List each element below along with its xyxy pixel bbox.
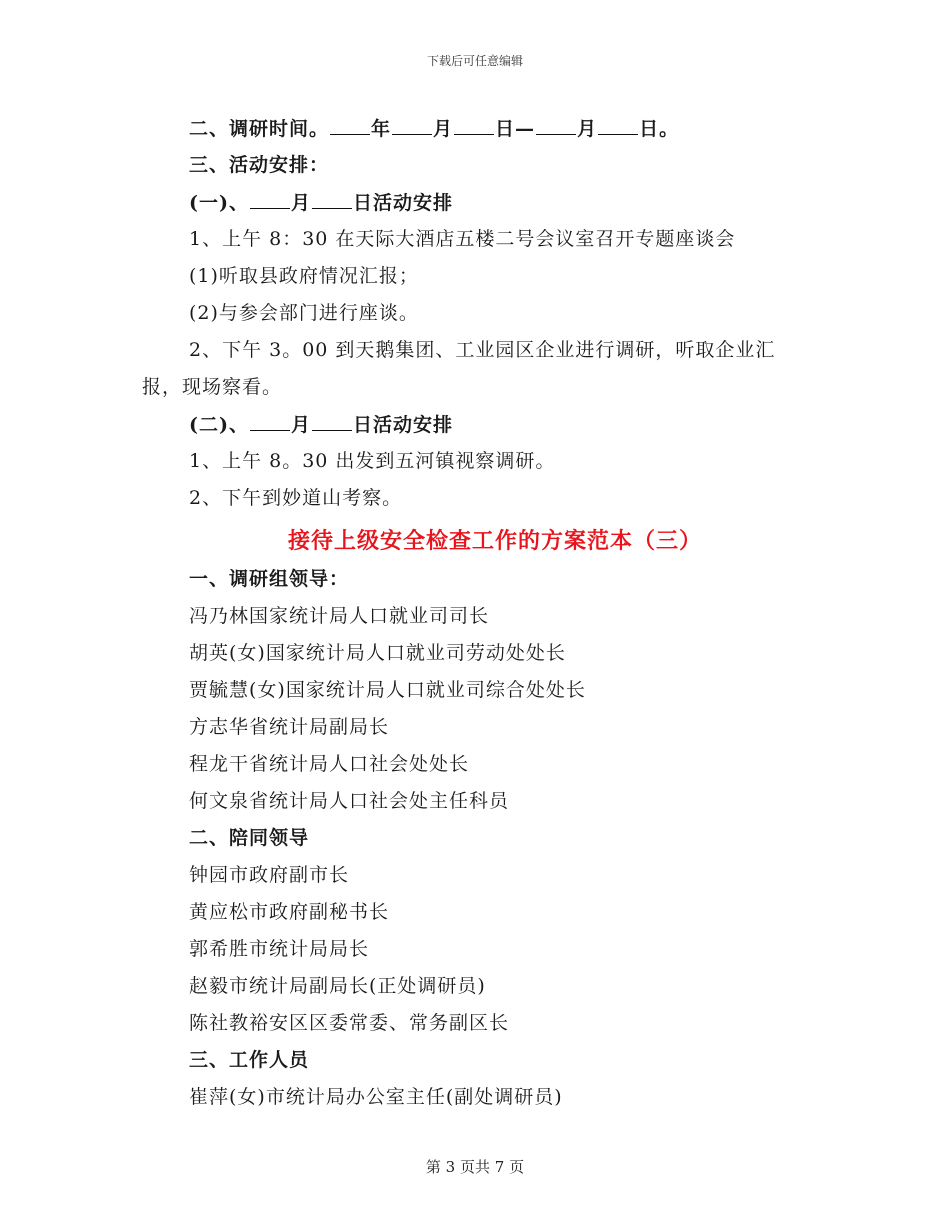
blank-field bbox=[312, 412, 352, 431]
schedule-item: 1、上午 8。30 出发到五河镇视察调研。 bbox=[189, 450, 556, 472]
blank-field bbox=[250, 190, 290, 209]
day2-heading bbox=[189, 412, 453, 437]
staff-heading: 三、工作人员 bbox=[189, 1049, 310, 1071]
schedule-subitem: (1)听取县政府情况汇报； bbox=[189, 265, 419, 287]
activity-heading: 三、活动安排： bbox=[189, 154, 330, 176]
leader-item: 何文泉省统计局人口社会处主任科员 bbox=[189, 790, 510, 812]
day1-prefix: (一)、 bbox=[189, 192, 249, 214]
leader-item: 胡英(女)国家统计局人口就业司劳动处处长 bbox=[189, 642, 566, 664]
month-label: 月 bbox=[290, 414, 311, 436]
accompany-item: 钟园市政府副市长 bbox=[189, 864, 350, 886]
accompany-item: 郭希胜市统计局局长 bbox=[189, 938, 370, 960]
blank-field bbox=[598, 116, 638, 135]
section-title: 接待上级安全检查工作的方案范本（三） bbox=[287, 528, 702, 554]
leaders-heading: 一、调研组领导： bbox=[189, 568, 350, 590]
accompany-item: 陈社教裕安区区委常委、常务副区长 bbox=[189, 1012, 510, 1034]
accompany-item: 黄应松市政府副秘书长 bbox=[189, 901, 390, 923]
blank-field bbox=[392, 116, 432, 135]
day2-suffix: 日活动安排 bbox=[353, 414, 454, 436]
leader-item: 冯乃林国家统计局人口就业司司长 bbox=[189, 605, 490, 627]
schedule-item-continued: 报，现场察看。 bbox=[142, 376, 283, 398]
staff-item: 崔萍(女)市统计局办公室主任(副处调研员) bbox=[189, 1086, 563, 1108]
blank-field bbox=[330, 116, 370, 135]
leader-item: 程龙干省统计局人口社会处处长 bbox=[189, 753, 470, 775]
day-label: 日— bbox=[495, 118, 536, 140]
month-label: 月 bbox=[577, 118, 598, 140]
schedule-item: 1、上午 8：30 在天际大酒店五楼二号会议室召开专题座谈会 bbox=[189, 228, 736, 250]
blank-field bbox=[536, 116, 576, 135]
year-label: 年 bbox=[371, 118, 392, 140]
survey-time-line bbox=[189, 116, 679, 141]
accompany-item: 赵毅市统计局副局长(正处调研员) bbox=[189, 975, 486, 997]
survey-time-label: 二、调研时间。 bbox=[189, 118, 330, 140]
page-header: 下载后可任意编辑 bbox=[426, 54, 523, 68]
day2-prefix: (二)、 bbox=[189, 414, 249, 436]
schedule-item: 2、下午到妙道山考察。 bbox=[189, 487, 403, 509]
blank-field bbox=[250, 412, 290, 431]
page-footer: 第 3 页共 7 页 bbox=[425, 1158, 525, 1176]
schedule-item: 2、下午 3。00 到天鹅集团、工业园区企业进行调研，听取企业汇 bbox=[189, 339, 776, 361]
month-label: 月 bbox=[433, 118, 454, 140]
blank-field bbox=[454, 116, 494, 135]
leader-item: 贾毓慧(女)国家统计局人口就业司综合处处长 bbox=[189, 679, 586, 701]
day1-heading bbox=[189, 190, 453, 215]
blank-field bbox=[312, 190, 352, 209]
day-label: 日。 bbox=[639, 118, 680, 140]
month-label: 月 bbox=[290, 192, 311, 214]
day1-suffix: 日活动安排 bbox=[353, 192, 454, 214]
schedule-subitem: (2)与参会部门进行座谈。 bbox=[189, 302, 419, 324]
accompany-heading: 二、陪同领导 bbox=[189, 827, 310, 849]
leader-item: 方志华省统计局副局长 bbox=[189, 716, 390, 738]
